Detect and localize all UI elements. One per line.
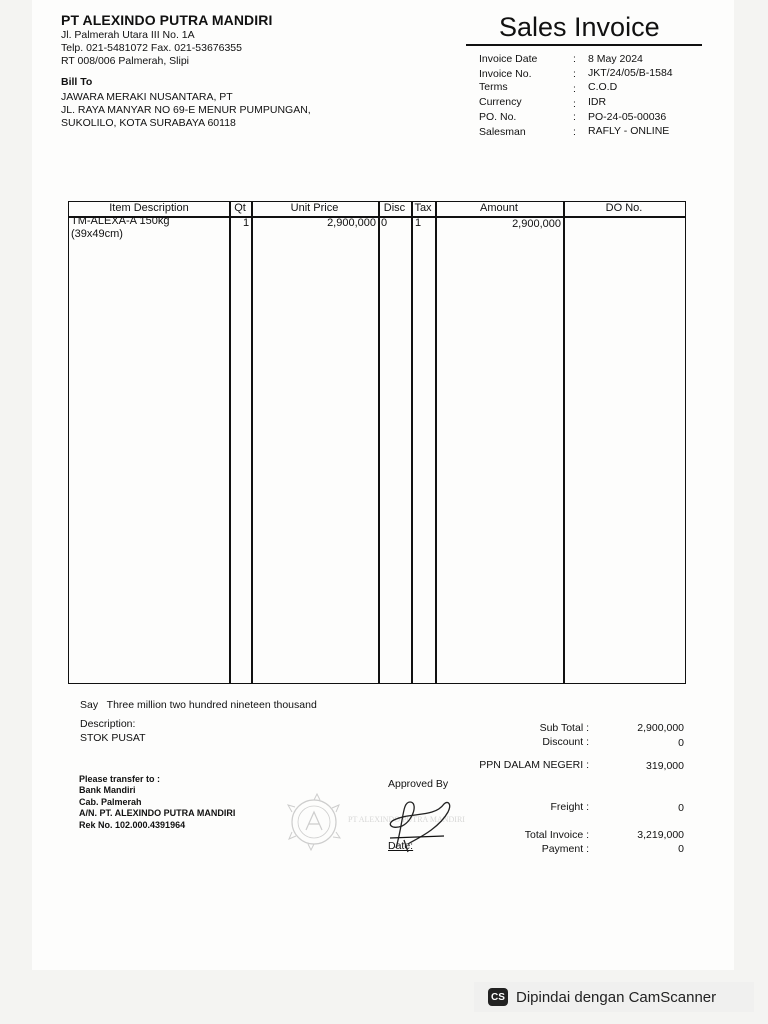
items-table: [68, 201, 686, 684]
description-value: STOK PUSAT: [80, 732, 146, 744]
header-unit-price: Unit Price: [290, 202, 339, 214]
column-divider: [251, 202, 253, 683]
bill-to-line2: JL. RAYA MANYAR NO 69-E MENUR PUMPUNGAN,: [61, 104, 311, 116]
column-divider: [378, 202, 380, 683]
camscanner-logo-icon: CS: [488, 988, 508, 1006]
row-desc-line1: TM-ALEXA-A 150kg: [71, 215, 170, 227]
row-qty: 1: [243, 217, 250, 229]
company-phone: Telp. 021-5481072 Fax. 021-53676355: [61, 42, 242, 54]
transfer-branch: Cab. Palmerah: [79, 797, 142, 807]
camscanner-text: Dipindai dengan CamScanner: [516, 988, 717, 1006]
row-amount: 2,900,000: [512, 218, 561, 230]
invoice-no-label: Invoice No.: [479, 68, 532, 80]
company-stamp: [284, 790, 534, 854]
sub-total-value: 2,900,000: [637, 722, 684, 734]
terms-value: C.O.D: [588, 81, 618, 93]
po-no-label: PO. No.: [479, 111, 517, 123]
colon: :: [573, 53, 576, 65]
currency-label: Currency: [479, 96, 522, 108]
bill-to-label: Bill To: [61, 76, 93, 88]
header-do-no: DO No.: [605, 202, 643, 214]
document-title: Sales Invoice: [499, 12, 660, 42]
row-disc: 0: [381, 217, 388, 229]
header-disc: Disc: [383, 202, 406, 214]
signature: [390, 802, 449, 852]
invoice-date-label: Invoice Date: [479, 53, 538, 65]
terms-label: Terms: [479, 81, 508, 93]
colon: :: [573, 111, 576, 123]
freight-label: Freight :: [550, 801, 589, 813]
salesman-value: RAFLY - ONLINE: [588, 125, 670, 137]
payment-label: Payment :: [541, 843, 589, 855]
column-divider: [435, 202, 437, 683]
ppn-value: 319,000: [646, 760, 684, 772]
transfer-account-name: A/N. PT. ALEXINDO PUTRA MANDIRI: [79, 808, 236, 818]
column-divider: [229, 202, 231, 683]
company-address-line1: Jl. Palmerah Utara III No. 1A: [61, 29, 195, 41]
bill-to-line1: JAWARA MERAKI NUSANTARA, PT: [61, 91, 233, 103]
date-label: Date:: [388, 840, 414, 852]
say-amount-in-words: Three million two hundred nineteen thousand: [106, 699, 317, 711]
sub-total-label: Sub Total :: [539, 722, 589, 734]
title-underline: [466, 44, 702, 46]
say-label: Say: [80, 699, 99, 711]
discount-label: Discount :: [542, 736, 589, 748]
discount-value: 0: [678, 737, 684, 749]
invoice-no-value: JKT/24/05/B-1584: [588, 67, 673, 79]
payment-value: 0: [678, 843, 684, 855]
total-invoice-value: 3,219,000: [637, 829, 684, 841]
colon: :: [573, 68, 576, 80]
currency-value: IDR: [588, 96, 607, 108]
salesman-label: Salesman: [479, 126, 526, 138]
header-amount: Amount: [480, 202, 518, 214]
bill-to-line3: SUKOLILO, KOTA SURABAYA 60118: [61, 117, 236, 129]
colon: :: [573, 83, 576, 95]
total-invoice-label: Total Invoice :: [524, 829, 589, 841]
column-divider: [563, 202, 565, 683]
ppn-label: PPN DALAM NEGERI :: [479, 759, 589, 771]
colon: :: [573, 126, 576, 138]
column-divider: [411, 202, 413, 683]
invoice-date-value: 8 May 2024: [588, 53, 643, 65]
say-line: [80, 699, 317, 711]
description-label: Description:: [80, 718, 136, 730]
colon: :: [573, 98, 576, 110]
approved-by-label: Approved By: [388, 778, 449, 790]
header-qty: Qt: [234, 202, 246, 214]
po-no-value: PO-24-05-00036: [588, 111, 667, 123]
row-tax: 1: [415, 217, 422, 229]
transfer-account-no: Rek No. 102.000.4391964: [79, 820, 186, 830]
camscanner-badge: [474, 982, 754, 1012]
transfer-title: Please transfer to :: [79, 774, 161, 784]
stamp-text: PT ALEXINDO PUTRA MANDIRI: [348, 815, 465, 824]
row-unit-price: 2,900,000: [327, 217, 376, 229]
header-item-description: Item Description: [109, 202, 189, 214]
header-tax: Tax: [414, 202, 432, 214]
row-desc-line2: (39x49cm): [71, 228, 123, 240]
freight-value: 0: [678, 802, 684, 814]
company-name: PT ALEXINDO PUTRA MANDIRI: [61, 12, 273, 28]
company-address-line2: RT 008/006 Palmerah, Slipi: [61, 55, 190, 67]
transfer-bank: Bank Mandiri: [79, 785, 136, 795]
